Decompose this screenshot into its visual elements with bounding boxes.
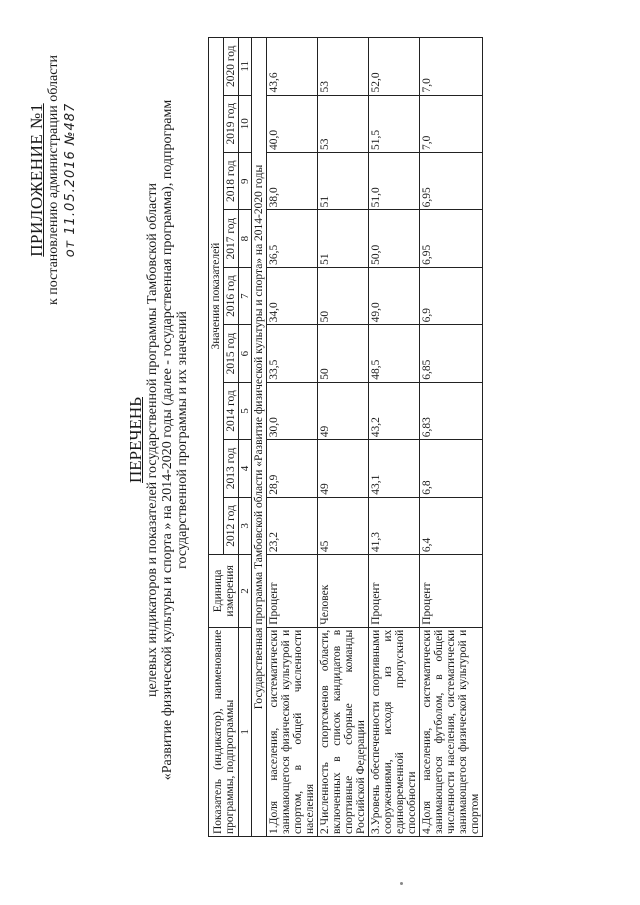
indicator-unit: Человек [318, 555, 369, 628]
indicator-value: 49 [318, 382, 369, 439]
indicator-value: 53 [318, 95, 369, 152]
heading-line-3: государственной программы и их значений [175, 311, 190, 569]
indicator-value: 30,0 [267, 382, 318, 439]
table-row [369, 38, 420, 837]
column-number: 1 [239, 627, 252, 836]
header-year: 2020 год [224, 38, 239, 96]
column-numbers-row [239, 38, 252, 837]
column-number: 11 [239, 38, 252, 96]
indicator-value: 36,5 [267, 210, 318, 267]
indicator-name: 1.Доля населения, систематически занимающегося физической культурой и спортом, в общей численности населения [267, 627, 318, 836]
indicator-value: 6,8 [420, 440, 483, 497]
document-heading [128, 95, 190, 785]
indicator-value: 43,6 [267, 38, 318, 96]
annex-reference: к постановлению администрации области [46, 54, 61, 306]
indicator-value: 38,0 [267, 152, 318, 209]
header-year: 2013 год [224, 440, 239, 497]
header-values-group: Значения показателей [209, 38, 224, 555]
handwritten-date-number: от 11.05.2016 №487 [63, 102, 78, 258]
indicator-unit: Процент [369, 555, 420, 628]
column-number: 4 [239, 440, 252, 497]
indicator-value: 40,0 [267, 95, 318, 152]
indicator-value: 6,95 [420, 152, 483, 209]
indicator-value: 45 [318, 497, 369, 554]
indicator-value: 53 [318, 38, 369, 96]
indicator-value: 43,1 [369, 440, 420, 497]
column-number: 2 [239, 555, 252, 628]
heading-title: ПЕРЕЧЕНЬ [126, 397, 145, 483]
indicator-value: 51 [318, 152, 369, 209]
indicator-name: 3.Уровень обеспеченности спортивными сооружениями, исходя из их единовременной пропускной способности [369, 627, 420, 836]
indicator-value: 43,2 [369, 382, 420, 439]
column-number: 3 [239, 497, 252, 554]
header-year: 2019 год [224, 95, 239, 152]
header-year: 2018 год [224, 152, 239, 209]
table-row [318, 38, 369, 837]
table-row [420, 38, 483, 837]
annex-block [28, 15, 79, 345]
heading-line-2: «Развитие физической культуры и спорта » на 2014-2020 годы (далее - государственная программа), подпрограмм [160, 99, 175, 781]
indicator-value: 7,0 [420, 95, 483, 152]
header-year: 2016 год [224, 267, 239, 324]
header-year: 2012 год [224, 497, 239, 554]
indicator-value: 48,5 [369, 325, 420, 382]
header-year: 2015 год [224, 325, 239, 382]
indicator-value: 51,0 [369, 152, 420, 209]
indicator-value: 33,5 [267, 325, 318, 382]
indicator-value: 50,0 [369, 210, 420, 267]
scan-speck [400, 882, 403, 885]
indicator-value: 6,9 [420, 267, 483, 324]
indicator-name: 4.Доля населения, систематически занимающегося футболом, в общей численности населения, систематически занимающегося физической культурой и спортом [420, 627, 483, 836]
column-number: 8 [239, 210, 252, 267]
column-number: 5 [239, 382, 252, 439]
annex-title: ПРИЛОЖЕНИЕ №1 [27, 103, 46, 257]
indicator-value: 50 [318, 325, 369, 382]
indicator-value: 51,5 [369, 95, 420, 152]
indicator-value: 6,85 [420, 325, 483, 382]
indicators-table [208, 37, 483, 837]
indicator-value: 7,0 [420, 38, 483, 96]
indicator-name: 2.Численность спортсменов области, включенных в список кандидатов в спортивные сборные команды Российской Федерации [318, 627, 369, 836]
column-number: 9 [239, 152, 252, 209]
indicator-value: 6,4 [420, 497, 483, 554]
indicator-value: 50 [318, 267, 369, 324]
indicator-value: 23,2 [267, 497, 318, 554]
header-year: 2017 год [224, 210, 239, 267]
indicator-value: 34,0 [267, 267, 318, 324]
indicator-value: 52,0 [369, 38, 420, 96]
indicator-value: 6,83 [420, 382, 483, 439]
column-number: 7 [239, 267, 252, 324]
indicator-value: 41,3 [369, 497, 420, 554]
indicator-value: 28,9 [267, 440, 318, 497]
indicator-value: 6,95 [420, 210, 483, 267]
header-indicator: Показатель (индикатор), наименование программы, подпрограммы [209, 627, 239, 836]
indicator-unit: Процент [267, 555, 318, 628]
column-number: 6 [239, 325, 252, 382]
header-unit: Единица измерения [209, 555, 239, 628]
indicator-unit: Процент [420, 555, 483, 628]
header-year: 2014 год [224, 382, 239, 439]
indicator-value: 49 [318, 440, 369, 497]
section-title: Государственная программа Тамбовской области «Развитие физической культуры и спорта» на 2014-2020 годы [252, 38, 267, 837]
heading-line-1: целевых индикаторов и показателей государственной программы Тамбовской области [145, 182, 160, 698]
column-number: 10 [239, 95, 252, 152]
indicator-value: 49,0 [369, 267, 420, 324]
section-row [252, 38, 267, 837]
indicator-value: 51 [318, 210, 369, 267]
table-row [267, 38, 318, 837]
